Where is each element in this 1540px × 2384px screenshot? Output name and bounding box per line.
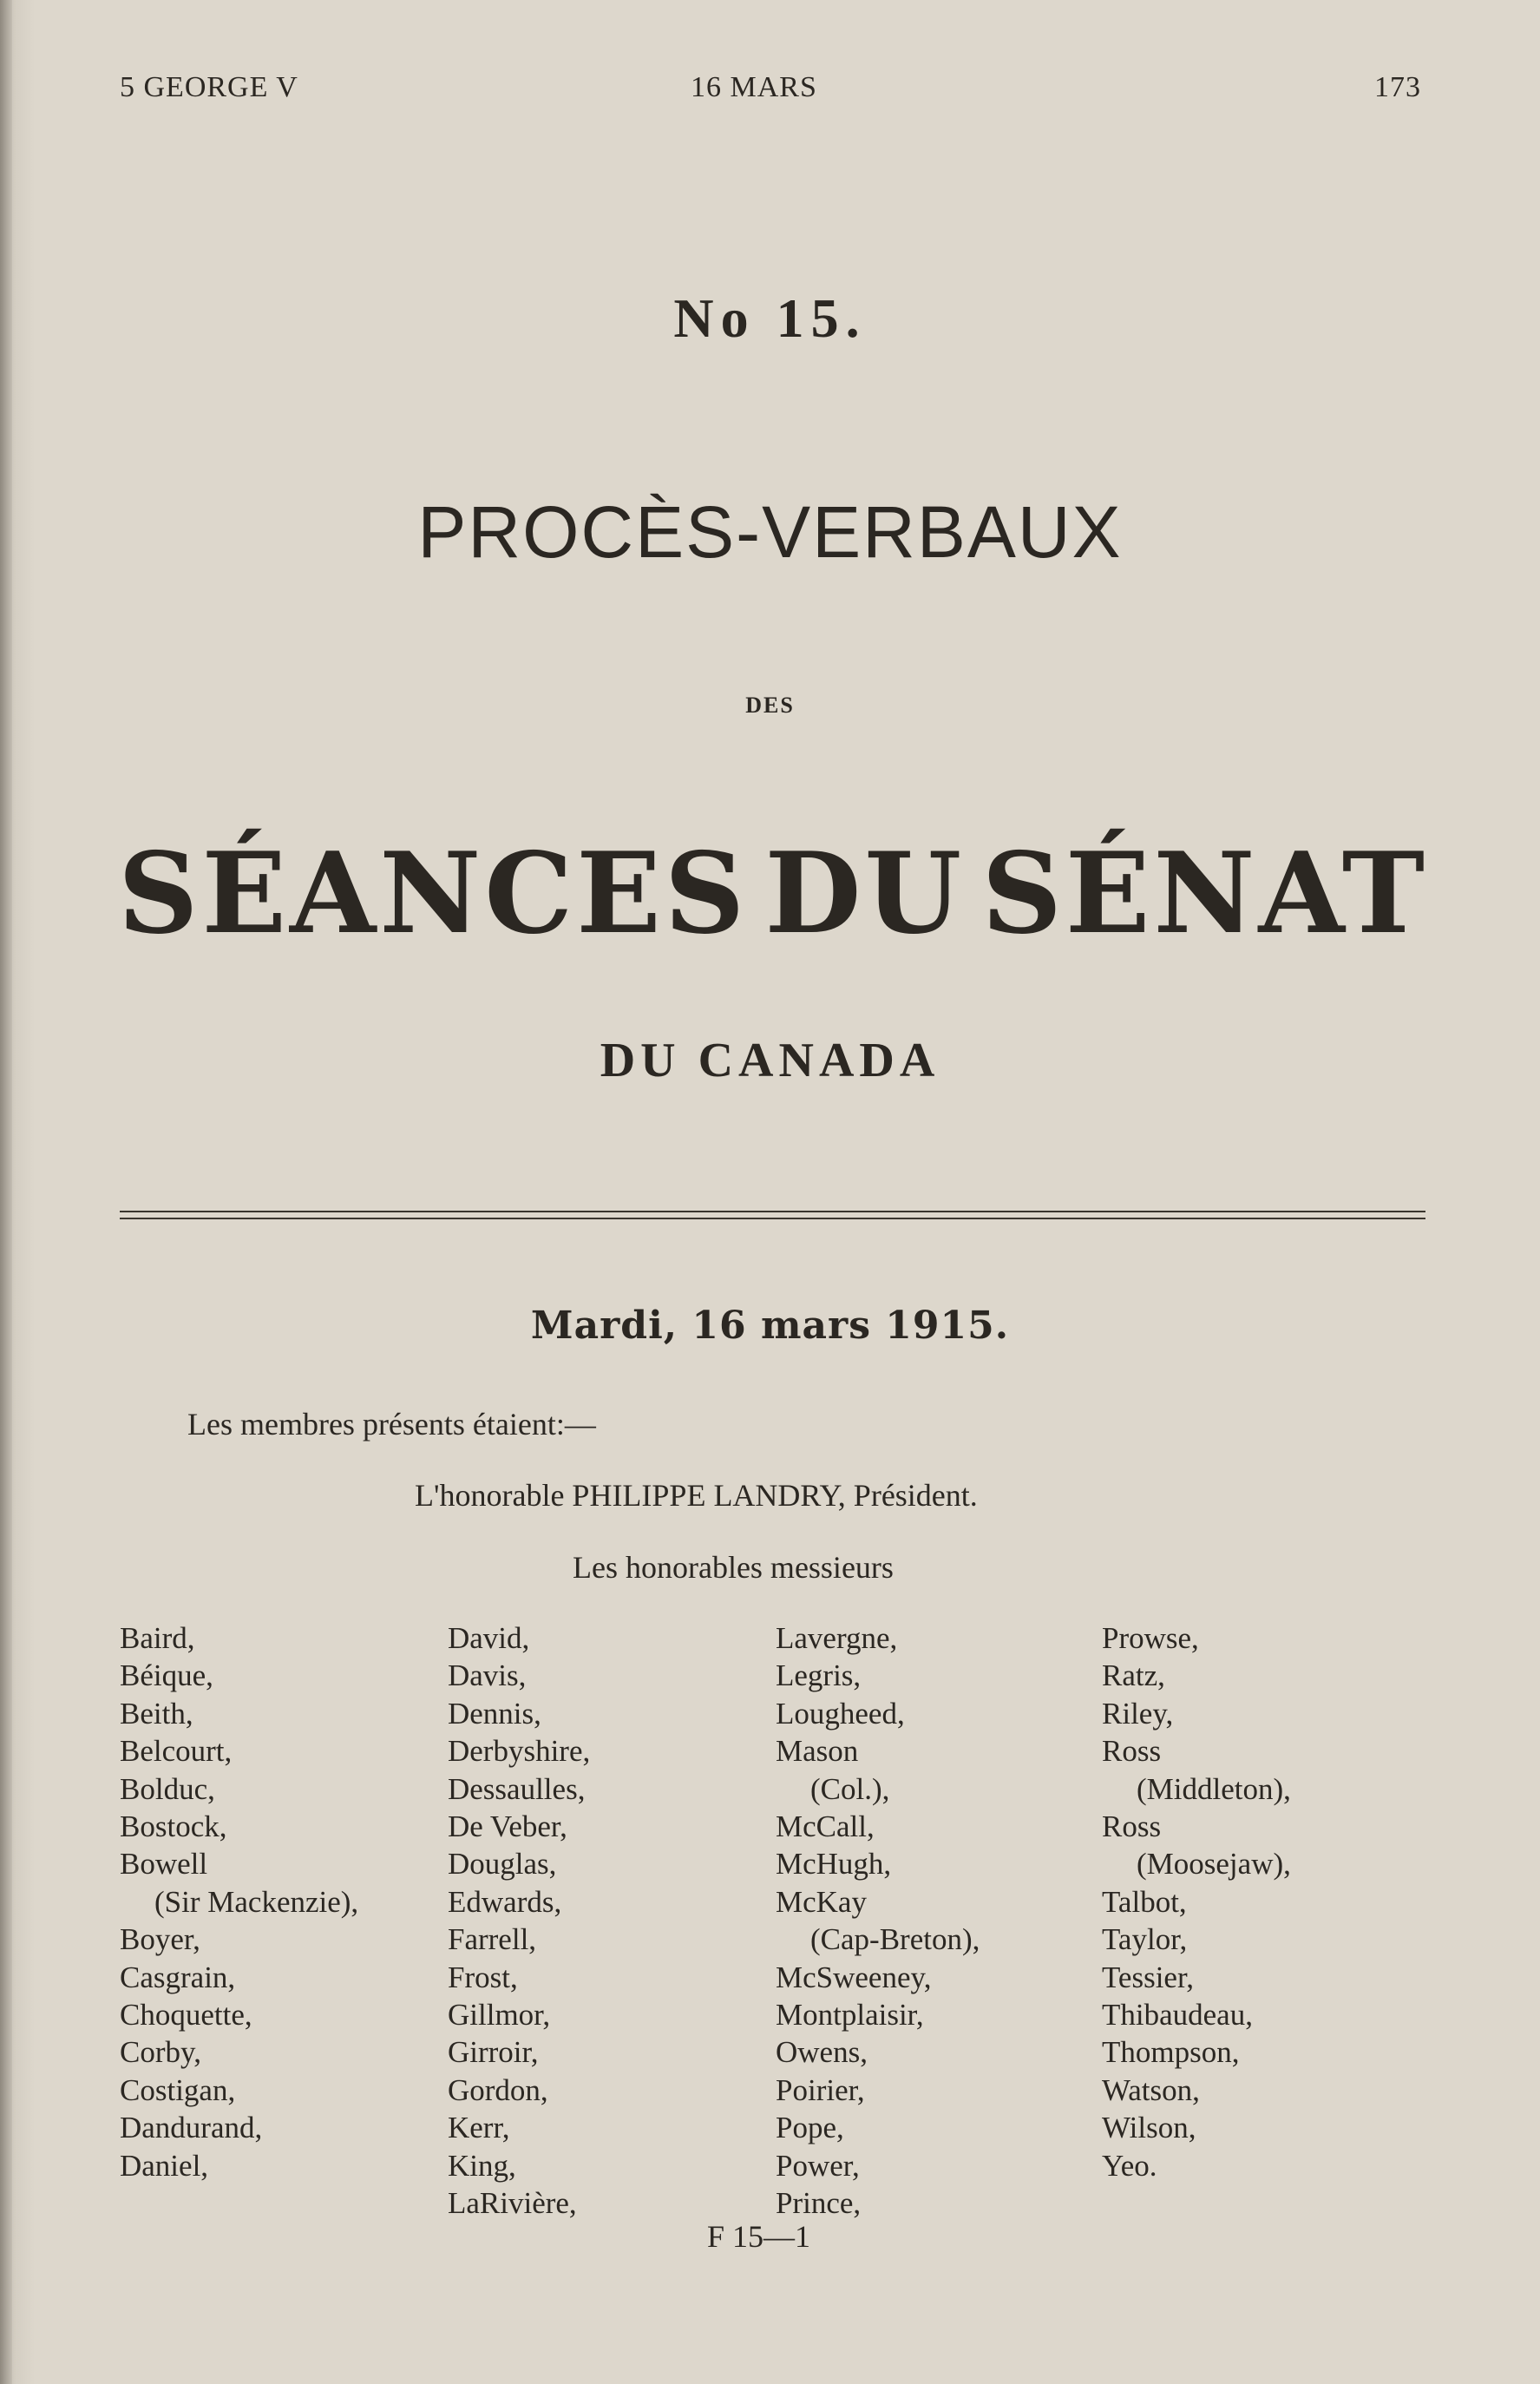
member-name: Pope, bbox=[776, 2111, 844, 2145]
member-name: McKay bbox=[776, 1884, 867, 1919]
member-name: Frost, bbox=[448, 1960, 518, 1994]
member-name: Lougheed, bbox=[776, 1696, 905, 1731]
title-des: DES bbox=[745, 693, 795, 718]
printer-signature: F 15—1 bbox=[707, 2219, 811, 2254]
member-name: Prowse, bbox=[1102, 1621, 1199, 1655]
member-name: Taylor, bbox=[1102, 1922, 1188, 1957]
member-name: Thompson, bbox=[1102, 2035, 1240, 2070]
member-name: Owens, bbox=[776, 2035, 868, 2070]
members-intro: Les membres présents étaient:— bbox=[187, 1407, 596, 1442]
issue-number: No 15. bbox=[673, 287, 867, 349]
running-head bbox=[120, 71, 1421, 115]
member-name: Bowell bbox=[120, 1847, 208, 1882]
member-name: Derbyshire, bbox=[448, 1734, 591, 1769]
member-name: (Middleton), bbox=[1137, 1771, 1291, 1806]
member-name: Watson, bbox=[1102, 2072, 1200, 2107]
member-name: Wilson, bbox=[1102, 2111, 1196, 2145]
session-date: Mardi, 16 mars 1915. bbox=[530, 1304, 1010, 1348]
member-name: Bostock, bbox=[120, 1809, 227, 1844]
member-name: Choquette, bbox=[120, 1998, 252, 2033]
member-name: Douglas, bbox=[448, 1847, 557, 1882]
title-word-seances: SÉANCES bbox=[118, 829, 749, 959]
member-name: Tessier, bbox=[1102, 1960, 1194, 1994]
member-name: (Moosejaw), bbox=[1137, 1847, 1291, 1882]
member-name: Bolduc, bbox=[120, 1771, 215, 1806]
member-name: Ratz, bbox=[1102, 1658, 1165, 1693]
double-rule-bottom bbox=[120, 1218, 1425, 1219]
title-proces-verbaux: PROCÈS-VERBAUX bbox=[417, 491, 1123, 573]
member-name: Mason bbox=[776, 1734, 859, 1769]
member-name: Montplaisir, bbox=[776, 1998, 924, 2033]
title-word-du: DU bbox=[764, 829, 966, 959]
member-name: Béique, bbox=[120, 1658, 213, 1693]
member-name: Kerr, bbox=[448, 2111, 510, 2145]
member-name: Baird, bbox=[120, 1621, 195, 1655]
title-seances-du-senat bbox=[118, 829, 1428, 959]
member-name: Casgrain, bbox=[120, 1960, 236, 1994]
running-head-date: 16 MARS bbox=[691, 71, 817, 103]
member-name: Daniel, bbox=[120, 2148, 209, 2183]
honorables-heading: Les honorables messieurs bbox=[573, 1550, 894, 1585]
member-name: Beith, bbox=[120, 1696, 193, 1731]
running-head-left: 5 GEORGE V bbox=[120, 71, 298, 103]
member-name: Ross bbox=[1102, 1809, 1162, 1844]
member-name: LaRivière, bbox=[448, 2186, 577, 2221]
member-name: Power, bbox=[776, 2148, 860, 2183]
member-name: Gillmor, bbox=[448, 1998, 551, 2033]
member-name: Gordon, bbox=[448, 2072, 548, 2107]
member-name: Corby, bbox=[120, 2035, 201, 2070]
page-number: 173 bbox=[1374, 71, 1421, 103]
member-name: Belcourt, bbox=[120, 1734, 233, 1769]
title-word-senat: SÉNAT bbox=[981, 829, 1428, 959]
member-name: Talbot, bbox=[1102, 1884, 1187, 1919]
member-name: Girroir, bbox=[448, 2035, 539, 2070]
member-name: (Cap-Breton), bbox=[810, 1922, 980, 1957]
members-list bbox=[120, 1619, 1438, 2227]
member-name: Prince, bbox=[776, 2186, 862, 2221]
member-name: Dessaulles, bbox=[448, 1771, 586, 1806]
member-name: Poirier, bbox=[776, 2072, 865, 2107]
member-name: Boyer, bbox=[120, 1922, 200, 1957]
book-spine-shadow bbox=[0, 0, 12, 2384]
member-name: Davis, bbox=[448, 1658, 527, 1693]
member-name: Dennis, bbox=[448, 1696, 541, 1731]
member-name: David, bbox=[448, 1621, 530, 1655]
member-name: Farrell, bbox=[448, 1922, 537, 1957]
member-name: Thibaudeau, bbox=[1102, 1998, 1253, 2033]
member-name: Lavergne, bbox=[776, 1621, 898, 1655]
members-column-4 bbox=[1102, 1619, 1432, 2184]
member-name: De Veber, bbox=[448, 1809, 567, 1844]
member-name: Edwards, bbox=[448, 1884, 562, 1919]
member-name: Costigan, bbox=[120, 2072, 236, 2107]
members-column-3 bbox=[776, 1619, 1105, 2223]
double-rule-top bbox=[120, 1211, 1425, 1212]
member-name: McSweeney, bbox=[776, 1960, 932, 1994]
member-name: McHugh, bbox=[776, 1847, 892, 1882]
member-name: Yeo. bbox=[1102, 2148, 1157, 2183]
members-column-1 bbox=[120, 1619, 449, 2184]
member-name: Riley, bbox=[1102, 1696, 1174, 1731]
member-name: McCall, bbox=[776, 1809, 875, 1844]
members-column-2 bbox=[448, 1619, 777, 2223]
member-name: Legris, bbox=[776, 1658, 862, 1693]
title-du-canada: DU CANADA bbox=[600, 1034, 940, 1087]
member-name: Dandurand, bbox=[120, 2111, 263, 2145]
member-name: (Sir Mackenzie), bbox=[154, 1884, 359, 1919]
member-name: (Col.), bbox=[810, 1771, 890, 1806]
member-name: King, bbox=[448, 2148, 516, 2183]
member-name: Ross bbox=[1102, 1734, 1162, 1769]
president-line: L'honorable PHILIPPE LANDRY, Président. bbox=[415, 1478, 978, 1513]
